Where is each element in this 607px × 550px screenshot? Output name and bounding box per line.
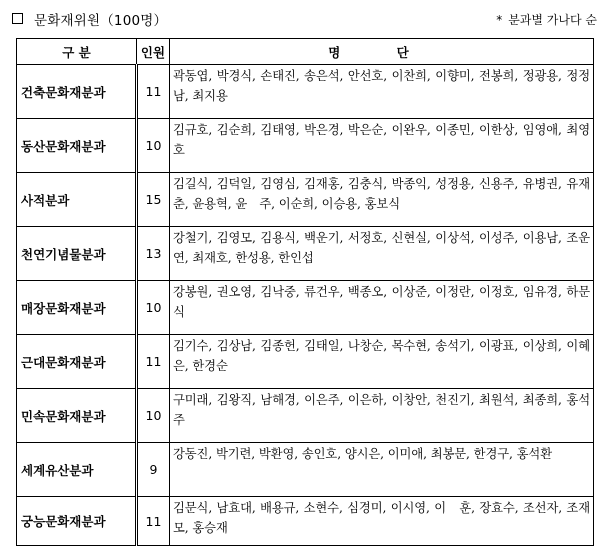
asterisk-icon: * (496, 13, 503, 27)
row-count: 15 (137, 173, 170, 227)
header-count: 인원 (137, 39, 170, 65)
table-row (17, 119, 594, 173)
row-category: 천연기념물분과 (17, 227, 137, 281)
row-count: 10 (137, 119, 170, 173)
table-row (17, 281, 594, 335)
section-title: 문화재위원（100명） (34, 13, 168, 29)
row-count: 9 (137, 443, 170, 497)
row-names: 김기수, 김상남, 김종헌, 김태일, 나창순, 목수현, 송석기, 이광표, 이상희, 이혜은, 한경순 (170, 335, 594, 389)
row-names: 강동진, 박기련, 박환영, 송인호, 양시은, 이미애, 최봉문, 한경구, 홍석환 (170, 443, 594, 497)
page-header (0, 0, 607, 36)
row-category: 동산문화재분과 (17, 119, 137, 173)
row-names: 김문식, 남효대, 배용규, 소현수, 심경미, 이시영, 이 훈, 장효수, 조선자, 조재모, 홍승재 (170, 497, 594, 546)
row-category: 매장문화재분과 (17, 281, 137, 335)
row-count: 10 (137, 389, 170, 443)
row-names: 구미래, 김왕직, 남해경, 이은주, 이은하, 이창안, 천진기, 최원석, 최종희, 홍석주 (170, 389, 594, 443)
committee-table (16, 38, 594, 546)
table-header-row (17, 39, 594, 65)
header-category: 구 분 (17, 39, 137, 65)
row-category: 궁능문화재분과 (17, 497, 137, 546)
row-category: 사적분과 (17, 173, 137, 227)
row-count: 11 (137, 65, 170, 119)
row-count: 13 (137, 227, 170, 281)
row-names: 강철기, 김영모, 김용식, 백운기, 서정호, 신현실, 이상석, 이성주, 이용남, 조운연, 최재호, 한성용, 한인섭 (170, 227, 594, 281)
row-count: 11 (137, 335, 170, 389)
table-row (17, 443, 594, 497)
row-names: 김규호, 김순희, 김태영, 박은경, 박은순, 이완우, 이종민, 이한상, 임영애, 최영호 (170, 119, 594, 173)
row-names: 김길식, 김덕일, 김영심, 김재홍, 김충식, 박종익, 성정용, 신용주, 유병권, 유재춘, 윤용혁, 윤 주, 이순희, 이승용, 홍보식 (170, 173, 594, 227)
row-names: 강봉원, 권오영, 김낙중, 류건우, 백종오, 이상준, 이정란, 이정호, 임유경, 하문식 (170, 281, 594, 335)
table-row (17, 497, 594, 546)
row-category: 세계유산분과 (17, 443, 137, 497)
row-category: 근대문화재분과 (17, 335, 137, 389)
table-row (17, 227, 594, 281)
row-category: 민속문화재분과 (17, 389, 137, 443)
table-row (17, 335, 594, 389)
sort-note-text: 분과별 가나다 순 (508, 13, 597, 27)
sort-note (496, 11, 597, 28)
table-row (17, 173, 594, 227)
table-row (17, 65, 594, 119)
row-count: 11 (137, 497, 170, 546)
table-row (17, 389, 594, 443)
row-category: 건축문화재분과 (17, 65, 137, 119)
row-names: 곽동엽, 박경식, 손태진, 송은석, 안선호, 이찬희, 이향미, 전봉희, 정광용, 정정남, 최지용 (170, 65, 594, 119)
checkbox-square-icon (12, 13, 23, 24)
header-names: 명 단 (170, 39, 594, 65)
row-count: 10 (137, 281, 170, 335)
